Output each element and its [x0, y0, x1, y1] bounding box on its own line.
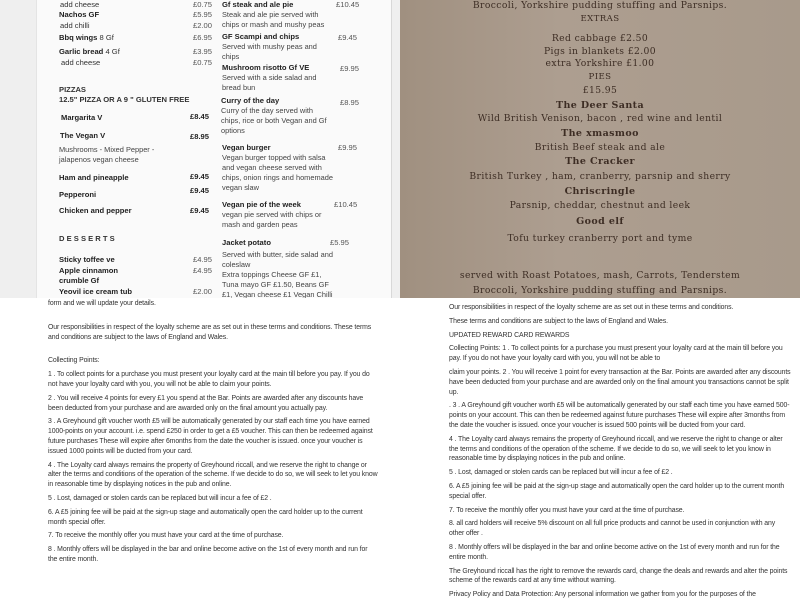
menu-price: £9.45 — [338, 33, 358, 42]
item-name: Vegan pie of the week — [222, 200, 301, 209]
christmas-menu-photo — [400, 0, 800, 298]
terms-old-text — [48, 299, 378, 569]
menu-price: £2.00 — [193, 21, 213, 30]
terms-paragraph: 4 . The Loyalty card always remains the property of Greyhound riccall, and we reserve the right to change or alter the terms and conditions of the operation of the scheme. If we decide to do so, we will seek to let you know in reasonable time by displaying notices in the pub and online. — [449, 435, 783, 463]
item-name: Vegan burger — [222, 143, 271, 152]
terms-paragraph: 5 . Lost, damaged or stolen cards can be replaced but will incur a fee of £2 . — [449, 469, 673, 477]
terms-paragraph: These terms and conditions are subject to the laws of England and Wales. — [449, 317, 668, 325]
menu-item — [59, 255, 115, 265]
terms-paragraph: Privacy Policy and Data Protection: Any personal information we gather from you for the purposes of the — [449, 591, 756, 599]
menu-price: £9.95 — [340, 64, 360, 73]
terms-paragraph: Our responsibilities in respect of the loyalty scheme are as set out in these terms and conditions. — [449, 304, 734, 311]
menu-item — [222, 200, 330, 230]
menu-line: served with Roast Potatoes, mash, Carrots, Tenderstem — [459, 270, 741, 281]
menu-price: £8.45 — [190, 112, 210, 121]
terms-heading: Collecting Points: — [48, 357, 100, 365]
terms-new-text — [449, 303, 791, 604]
terms-paragraph: 1 . To collect points for a purchase you must present your loyalty card at the main till before you pay. If you do not have your loyalty card with you, you will not be able to claim your points. — [48, 371, 370, 388]
item-name: Apple cinnamon crumble Gf — [59, 266, 119, 285]
section-title-pies: PIES — [588, 72, 612, 82]
menu-line: extra Yorkshire £1.00 — [545, 58, 655, 69]
terms-paragraph: 2 . You will receive 4 points for every £1 you spend at the Bar. Points are awarded after any discounts have been deducted from your purchase and are awarded only on the final amount you actually pay. — [48, 394, 364, 412]
terms-paragraph: Our responsibilities in respect of the loyalty scheme are as set out in these terms and conditions. These terms and conditions are subject to the laws of England and Wales. — [48, 323, 372, 341]
section-title-desserts: D E S S E R T S — [59, 234, 115, 243]
item-name: Margarita V — [61, 113, 103, 122]
menu-item — [59, 33, 114, 43]
item-name: Curry of the day — [221, 96, 280, 105]
menu-item — [59, 287, 132, 297]
menu-item — [59, 266, 139, 286]
item-name: The Vegan V — [60, 131, 106, 140]
menu-price: £9.95 — [338, 143, 358, 152]
menu-line: Broccoli, Yorkshire pudding stuffing and Parsnips. — [472, 0, 728, 11]
item-description: vegan pie served with chips or mash and garden peas — [222, 210, 322, 229]
terms-paragraph: 4 . The Loyalty card always remains the property of Greyhound riccall, and we reserve the right to change or alter the terms and conditions of the operation of the scheme. If we decide to do so, we will seek to let you know in reasonable time by displaying notices in the pub and online. — [48, 461, 378, 489]
item-name: Gf steak and ale pie — [222, 0, 294, 9]
pie-name: The xmasmoo — [561, 128, 639, 139]
item-name: Jacket potato — [222, 238, 271, 247]
terms-paragraph: 7. To receive the monthly offer you must have your card at the time of purchase. — [48, 532, 284, 540]
menu-item — [222, 32, 334, 62]
item-name: Nachos GF — [59, 10, 100, 19]
menu-price: £8.95 — [340, 98, 360, 107]
pies-price: £15.95 — [582, 85, 618, 96]
item-name: Sticky toffee ve — [59, 255, 115, 264]
menu-price: £0.75 — [193, 58, 213, 67]
terms-paragraph: 8 . Monthly offers will be displayed in the bar and online become active on the 1st of every month and run for the entire month. — [449, 543, 780, 561]
item-description: Steak and ale pie served with chips or mash and mushy peas — [222, 10, 325, 29]
menu-item — [59, 190, 96, 200]
menu-line: Red cabbage £2.50 — [551, 33, 649, 44]
menu-line: Broccoli, Yorkshire pudding stuffing and Parsnips. — [472, 285, 728, 296]
menu-price: £2.00 — [193, 287, 213, 296]
menu-item: add chilli — [60, 21, 90, 30]
menu-item — [61, 113, 102, 123]
item-name: Pepperoni — [59, 190, 97, 199]
menu-price: £8.95 — [190, 132, 210, 141]
menu-item — [222, 63, 334, 93]
pie-name: Good elf — [576, 216, 624, 227]
terms-paragraph: claim your points. 2 . You will receive 1 point for every transaction at the Bar. Points are awarded after any discounts have been deducted from your purchase and are awarded only on the final amount you transactions cannot be split up. — [449, 368, 791, 396]
menu-item — [222, 0, 334, 30]
terms-paragraph: 6. A £5 joining fee will be paid at the sign-up stage and automatically open the card holder up to the current month special offer. — [48, 508, 363, 526]
item-name: GF Scampi and chips — [222, 32, 300, 41]
item-name: Ham and pineapple — [59, 173, 129, 182]
pie-description: Tofu turkey cranberry port and tyme — [507, 233, 693, 244]
section-title-pizzas: PIZZAS — [59, 85, 87, 94]
terms-paragraph: 7. To receive the monthly offer you must have your card at the time of purchase. — [449, 506, 685, 514]
item-name: Bbq wings — [59, 33, 98, 42]
terms-paragraph: 3 . A Greyhound gift voucher worth £5 will be automatically generated by our staff each time you have earned 1000-points on your account. i.e. spend £250 in order to get a £5 voucher. This can then be redeemed against future purchases These will expire after 6months from the date the voucher is issued. once your voucher is issued 1000 points will be ducted from your card. — [48, 418, 373, 455]
terms-paragraph: form and we will update your details. — [48, 300, 156, 307]
item-name: Mushroom risotto Gf VE — [222, 63, 310, 72]
item-description: Served with a side salad and bread bun — [222, 73, 317, 92]
pie-name: The Deer Santa — [555, 100, 645, 111]
section-title-extras: EXTRAS — [580, 14, 620, 24]
pie-name: Chriscringle — [564, 186, 636, 197]
menu-item: add cheese — [60, 0, 100, 9]
pie-description: British Beef steak and ale — [534, 142, 666, 153]
pie-description: Wild British Venison, bacon , red wine and lentil — [477, 113, 723, 124]
menu-item — [222, 238, 334, 298]
item-description: Mushrooms - Mixed Pepper - jalapenos vegan cheese — [59, 145, 155, 164]
menu-price: £9.45 — [190, 186, 210, 195]
terms-paragraph: Collecting Points: 1 . To collect points for a purchase you must present your loyalty card at the main till before you pay. If you do not have your loyalty card with you, you will not be able to — [449, 345, 783, 363]
menu-item: add cheese — [61, 58, 101, 67]
menu-item — [59, 47, 120, 57]
terms-paragraph: 8 . Monthly offers will be displayed in the bar and online become active on the 1st of every month and run for the entire month. — [48, 546, 368, 563]
item-description: Curry of the day served with chips, rice or both Vegan and Gf options — [221, 106, 327, 135]
menu-item — [59, 10, 99, 20]
menu-item — [222, 143, 336, 193]
menu-price: £10.45 — [334, 200, 358, 209]
terms-paragraph: 6. A £5 joining fee will be paid at the sign-up stage and automatically open the card holder up to the current month special offer. — [449, 482, 785, 500]
item-description: Served with mushy peas and chips — [222, 42, 317, 61]
menu-price: £5.95 — [330, 238, 350, 247]
terms-paragraph: . 3 . A Greyhound gift voucher worth £5 will be automatically generated by our staff each time you have earned 500-points on your account. This can then be redeemed against future purchases These will expire after 3months from the date the voucher is issued. once your voucher is issued 500 points will be ducted from your card. — [449, 402, 790, 429]
item-extras: Extra toppings Cheese GF £1, Tuna mayo GF £1.50, Beans GF £1, Vegan cheese £1 Vegan Chilli — [222, 270, 333, 298]
item-description: Served with butter, side salad and coleslaw — [222, 250, 333, 269]
menu-item — [60, 131, 105, 141]
menu-price: £5.95 — [193, 10, 213, 19]
menu-price: £6.95 — [193, 33, 213, 42]
item-suffix: 8 Gf — [99, 33, 114, 42]
item-description: Vegan burger topped with salsa and vegan cheese served with chips, onion rings and homemade vegan slaw — [222, 153, 333, 192]
terms-heading: UPDATED REWARD CARD REWARDS — [449, 331, 570, 339]
item-name: Garlic bread — [59, 47, 104, 56]
pie-description: Parsnip, cheddar, chestnut and leek — [509, 200, 691, 211]
menu-price: £4.95 — [193, 255, 213, 264]
terms-paragraph: 8. all card holders will receive 5% discount on all full price products and cannot be used in conjunction with any other offer . — [449, 520, 776, 538]
menu-price: £9.45 — [190, 206, 210, 215]
terms-paragraph: 5 . Lost, damaged or stolen cards can be replaced but will incur a fee of £2 . — [48, 494, 272, 502]
terms-paragraph: The Greyhound riccall has the right to remove the rewards card, change the deals and rewards and alter the points scheme of the rewards card at any time without warning. — [449, 567, 788, 585]
pie-name: The Cracker — [565, 156, 635, 167]
menu-price: £9.45 — [190, 172, 210, 181]
menu-line: Pigs in blankets £2.00 — [543, 46, 657, 57]
item-name: Yeovil ice cream tub — [59, 287, 133, 296]
menu-item — [59, 173, 129, 183]
menu-price: £10.45 — [336, 0, 360, 9]
menu-item — [59, 206, 132, 216]
menu-price: £3.95 — [193, 47, 213, 56]
food-menu-photo — [0, 0, 400, 298]
menu-price: £4.95 — [193, 266, 213, 275]
menu-price: £0.75 — [193, 0, 213, 9]
pie-description: British Turkey , ham, cranberry, parsnip and sherry — [469, 171, 731, 182]
section-subtitle-pizzas: 12.5" PIZZA OR A 9 " GLUTEN FREE — [59, 95, 190, 104]
item-suffix: 4 Gf — [105, 47, 120, 56]
menu-item — [221, 96, 333, 136]
item-name: Chicken and pepper — [59, 206, 132, 215]
